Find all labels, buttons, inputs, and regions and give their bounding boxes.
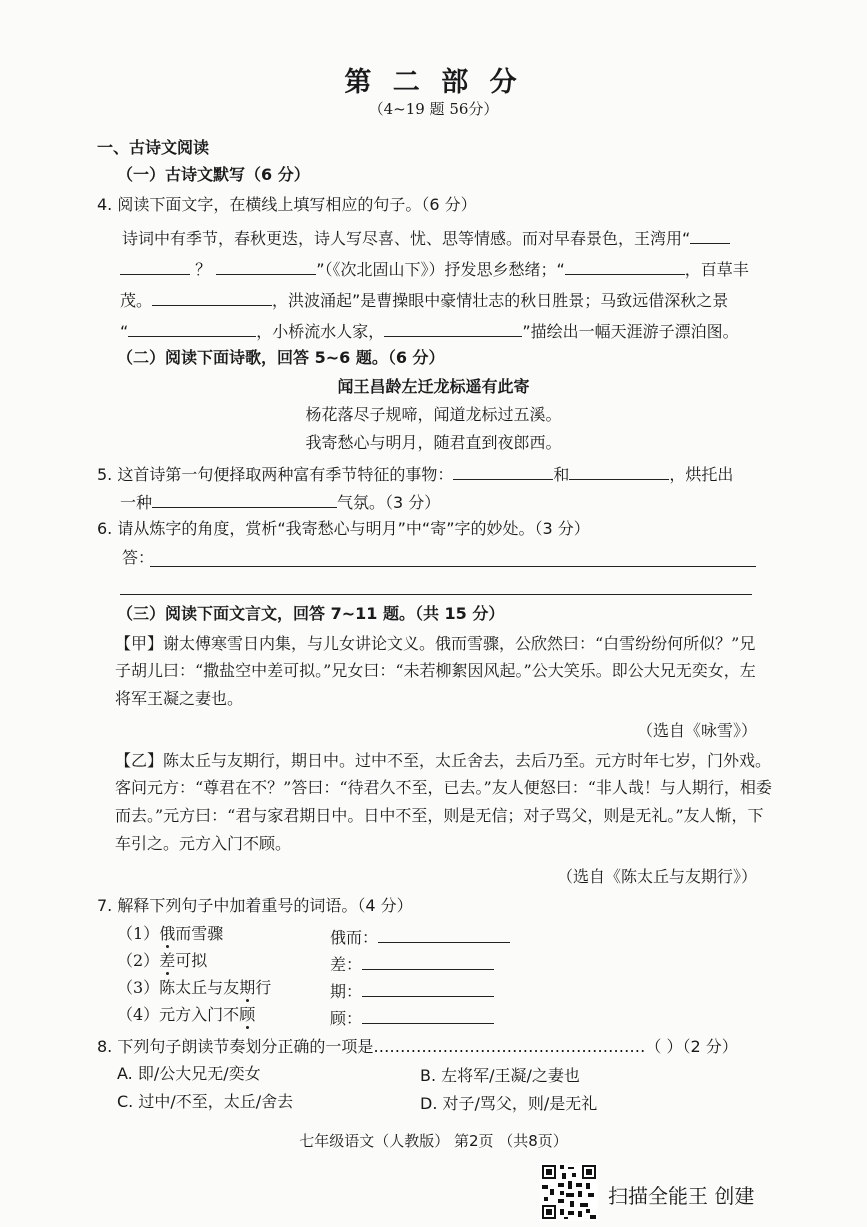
text-yi-line: 车引之。元方入门不顾。 <box>115 834 292 853</box>
source-yi: （选自《陈太丘与友期行》） <box>556 867 757 886</box>
blank[interactable] <box>453 463 553 480</box>
text-yi-line: 而去。”元方曰：“君与家君期日中。日中不至，则是无信；对子骂父，则是无礼。”友人惭，下 <box>115 806 764 825</box>
q4-line1: 诗词中有季节，春秋更迭，诗人写尽喜、忧、思等情感。而对早春景色，王湾用“ <box>122 227 730 249</box>
q8-option-a[interactable]: A. 即/公大兄无/奕女 <box>117 1064 261 1083</box>
q7-item: （1）俄而雪骤 <box>117 924 224 943</box>
part3-heading: （三）阅读下面文言文，回答 7~11 题。（共 15 分） <box>117 604 505 623</box>
q4-prompt: 4. 阅读下面文字，在横线上填写相应的句子。（6 分） <box>97 195 477 214</box>
blank[interactable] <box>216 258 316 275</box>
text-jia-line: 【甲】谢太傅寒雪日内集，与儿女讲论文义。俄而雪骤，公欣然曰：“白雪纷纷何所似？”兄 <box>115 634 756 653</box>
q5-line2: 一种 气氛。（3 分） <box>120 493 441 512</box>
section-heading: 一、古诗文阅读 <box>97 138 210 157</box>
q8-option-d[interactable]: D. 对子/骂父，则/是无礼 <box>420 1094 598 1113</box>
page-title: 第 二 部 分 <box>344 67 523 98</box>
blank[interactable] <box>569 463 669 480</box>
blank[interactable] <box>152 289 272 306</box>
q4-line3: 茂。 ，洪波涌起”是曹操眼中豪情壮志的秋日胜景；马致远借深秋之景 <box>120 291 729 310</box>
poem-title: 闻王昌龄左迁龙标遥有此寄 <box>337 377 530 396</box>
blank[interactable] <box>690 227 730 244</box>
blank[interactable] <box>128 320 256 337</box>
q4-line2: ？ ”（《次北固山下》）抒发思乡愁绪；“ ，百草丰 <box>120 258 749 280</box>
qr-code-icon <box>540 1163 598 1221</box>
blank[interactable] <box>378 926 510 943</box>
q7-answer: 期： <box>330 980 494 1002</box>
q6-prompt: 6. 请从炼字的角度，赏析“我寄愁心与明月”中“寄”字的妙处。（3 分） <box>97 519 590 538</box>
text-jia-line: 子胡儿曰：“撒盐空中差可拟。”兄女曰：“未若柳絮因风起。”公大笑乐。即公大兄无奕女，左 <box>115 661 756 680</box>
q7-answer: 顾： <box>330 1007 494 1029</box>
q7-answer: 差： <box>330 953 494 975</box>
blank[interactable] <box>565 258 685 275</box>
part1-heading: （一）古诗文默写（6 分） <box>117 165 310 184</box>
blank[interactable] <box>152 491 337 508</box>
q7-answer: 俄而： <box>330 926 510 948</box>
part2-heading: （二）阅读下面诗歌，回答 5~6 题。（6 分） <box>117 348 445 367</box>
poem-line: 杨花落尽子规啼，闻道龙标过五溪。 <box>305 405 562 424</box>
blank[interactable] <box>362 953 494 970</box>
answer-line[interactable] <box>120 594 752 595</box>
q8-prompt: 8. 下列句子朗读节奏划分正确的一项是……………………………………………（ ）（2 分） <box>97 1037 738 1056</box>
poem-line: 我寄愁心与明月，随君直到夜郎西。 <box>305 433 562 452</box>
page-footer: 七年级语文（人教版） 第2页 （共8页） <box>299 1132 568 1150</box>
text-yi-line: 【乙】陈太丘与友期行，期日中。过中不至，太丘舍去，去后乃至。元方时年七岁，门外戏。 <box>115 751 772 770</box>
blank[interactable] <box>362 980 494 997</box>
q8-option-c[interactable]: C. 过中/不至，太丘/舍去 <box>117 1092 294 1111</box>
q6-answer-label: 答： <box>122 548 155 567</box>
source-jia: （选自《咏雪》） <box>636 721 757 740</box>
q5-line1: 5. 这首诗第一句便择取两种富有季节特征的事物： 和 ，烘托出 <box>97 465 734 484</box>
blank[interactable] <box>120 258 190 275</box>
text-yi-line: 客问元方：“尊君在不？”答曰：“待君久不至，已去。”友人便怒曰：“非人哉！与人期行，相委 <box>115 778 772 797</box>
q7-item: （3）陈太丘与友期行 <box>117 978 272 997</box>
answer-line[interactable] <box>150 566 756 567</box>
page-subtitle: （4~19 题 56分） <box>368 100 499 118</box>
blank[interactable] <box>384 320 522 337</box>
text-jia-line: 将军王凝之妻也。 <box>115 689 244 708</box>
q7-prompt: 7. 解释下列句子中加着重号的词语。（4 分） <box>97 896 413 915</box>
q7-item: （4）元方入门不顾 <box>117 1005 256 1024</box>
blank[interactable] <box>362 1007 494 1024</box>
q4-line4: “ ，小桥流水人家， ”描绘出一幅天涯游子漂泊图。 <box>120 322 739 341</box>
scanner-brand: 扫描全能王 创建 <box>608 1184 755 1208</box>
q7-item: （2）差可拟 <box>117 951 208 970</box>
q8-option-b[interactable]: B. 左将军/王凝/之妻也 <box>420 1066 580 1085</box>
